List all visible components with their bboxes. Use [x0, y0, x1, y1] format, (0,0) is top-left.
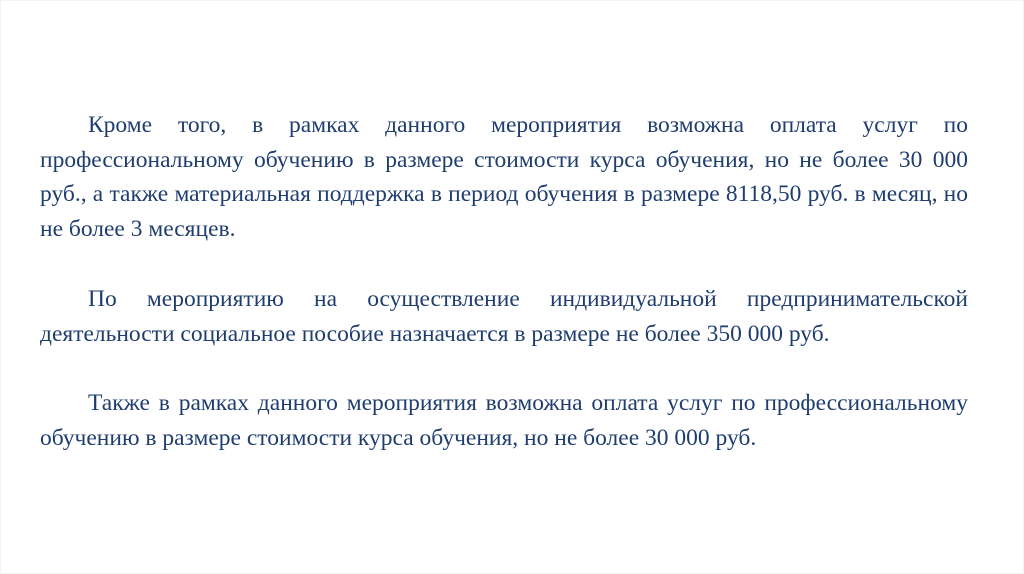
paragraph-business-training: Также в рамках данного мероприятия возможна оплата услуг по профессиональному обучению в размере стоимости курса обучения, но не более 30 000 руб.	[40, 390, 968, 451]
paragraph-business-allowance: По мероприятию на осуществление индивидуальной предпринимательской деятельности социальное пособие назначается в размере не более 350 000 руб.	[40, 285, 968, 347]
paragraph-training-costs: Кроме того, в рамках данного мероприятия возможна оплата услуг по профессиональному обучению в размере стоимости курса обучения, но не более 30 000 руб., а также материальная поддержка в период обучения в размере 8118,50 руб. в месяц, но не более 3 месяцев.	[40, 112, 968, 243]
slide-content	[40, 108, 968, 456]
